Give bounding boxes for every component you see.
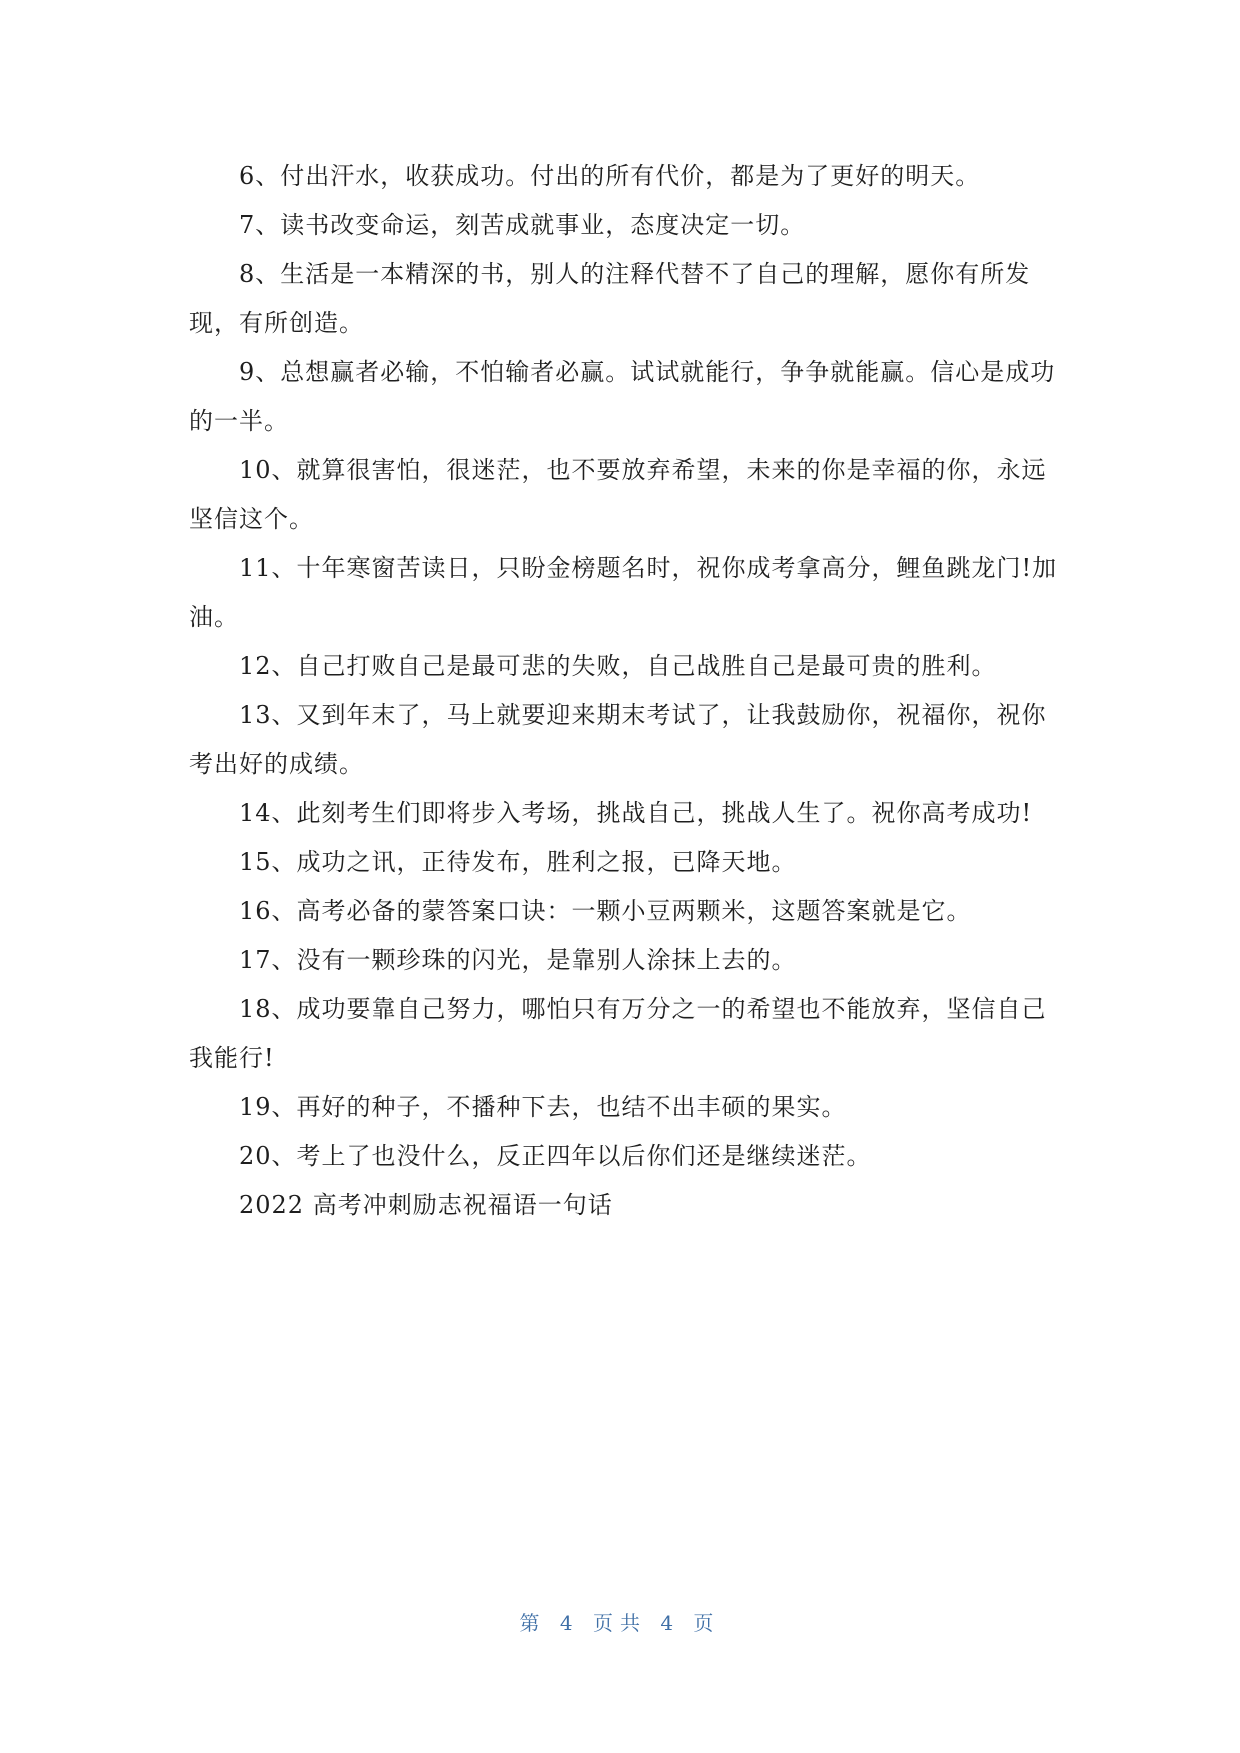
paragraph-line: 10、就算很害怕，很迷茫，也不要放弃希望，未来的你是幸福的你，永远 — [239, 456, 1047, 484]
paragraph-line: 13、又到年末了，马上就要迎来期末考试了，让我鼓励你，祝福你，祝你 — [239, 701, 1047, 729]
paragraph-line: 20、考上了也没什么，反正四年以后你们还是继续迷茫。 — [239, 1142, 872, 1170]
paragraph-line: 18、成功要靠自己努力，哪怕只有万分之一的希望也不能放弃，坚信自己 — [239, 995, 1047, 1023]
paragraph-15 — [189, 838, 1069, 887]
paragraph-13 — [189, 691, 1069, 789]
paragraph-10 — [189, 446, 1069, 544]
paragraph-line: 9、总想赢者必输，不怕输者必赢。试试就能行，争争就能赢。信心是成功 — [239, 358, 1056, 386]
paragraph-line: 我能行! — [189, 1044, 275, 1072]
paragraph-line: 7、读书改变命运，刻苦成就事业，态度决定一切。 — [239, 211, 806, 239]
paragraph-line: 14、此刻考生们即将步入考场，挑战自己，挑战人生了。祝你高考成功! — [239, 799, 1033, 827]
paragraph-19 — [189, 1083, 1069, 1132]
page-number-footer: 第 4 页共 4 页 — [519, 1611, 721, 1635]
paragraph-line: 6、付出汗水，收获成功。付出的所有代价，都是为了更好的明天。 — [239, 162, 981, 190]
paragraph-line: 11、十年寒窗苦读日，只盼金榜题名时，祝你成考拿高分，鲤鱼跳龙门!加 — [239, 554, 1058, 582]
paragraph-line: 8、生活是一本精深的书，别人的注释代替不了自己的理解，愿你有所发 — [239, 260, 1031, 288]
paragraph-line: 12、自己打败自己是最可悲的失败，自己战胜自己是最可贵的胜利。 — [239, 652, 997, 680]
paragraph-line: 的一半。 — [189, 407, 289, 435]
paragraph-16 — [189, 887, 1069, 936]
heading-line: 2022 高考冲刺励志祝福语一句话 — [239, 1191, 613, 1219]
document-body — [189, 152, 1069, 1230]
paragraph-line: 15、成功之讯，正待发布，胜利之报，已降天地。 — [239, 848, 797, 876]
paragraph-11 — [189, 544, 1069, 642]
paragraph-14 — [189, 789, 1069, 838]
paragraph-line: 16、高考必备的蒙答案口诀：一颗小豆两颗米，这题答案就是它。 — [239, 897, 972, 925]
paragraph-8 — [189, 250, 1069, 348]
paragraph-line: 油。 — [189, 603, 239, 631]
paragraph-12 — [189, 642, 1069, 691]
paragraph-line: 考出好的成绩。 — [189, 750, 364, 778]
paragraph-line: 17、没有一颗珍珠的闪光，是靠别人涂抹上去的。 — [239, 946, 797, 974]
section-heading — [189, 1181, 1069, 1230]
paragraph-line: 坚信这个。 — [189, 505, 314, 533]
paragraph-9 — [189, 348, 1069, 446]
paragraph-20 — [189, 1132, 1069, 1181]
paragraph-line: 现，有所创造。 — [189, 309, 364, 337]
paragraph-17 — [189, 936, 1069, 985]
paragraph-line: 19、再好的种子，不播种下去，也结不出丰硕的果实。 — [239, 1093, 847, 1121]
paragraph-18 — [189, 985, 1069, 1083]
paragraph-7 — [189, 201, 1069, 250]
paragraph-6 — [189, 152, 1069, 201]
